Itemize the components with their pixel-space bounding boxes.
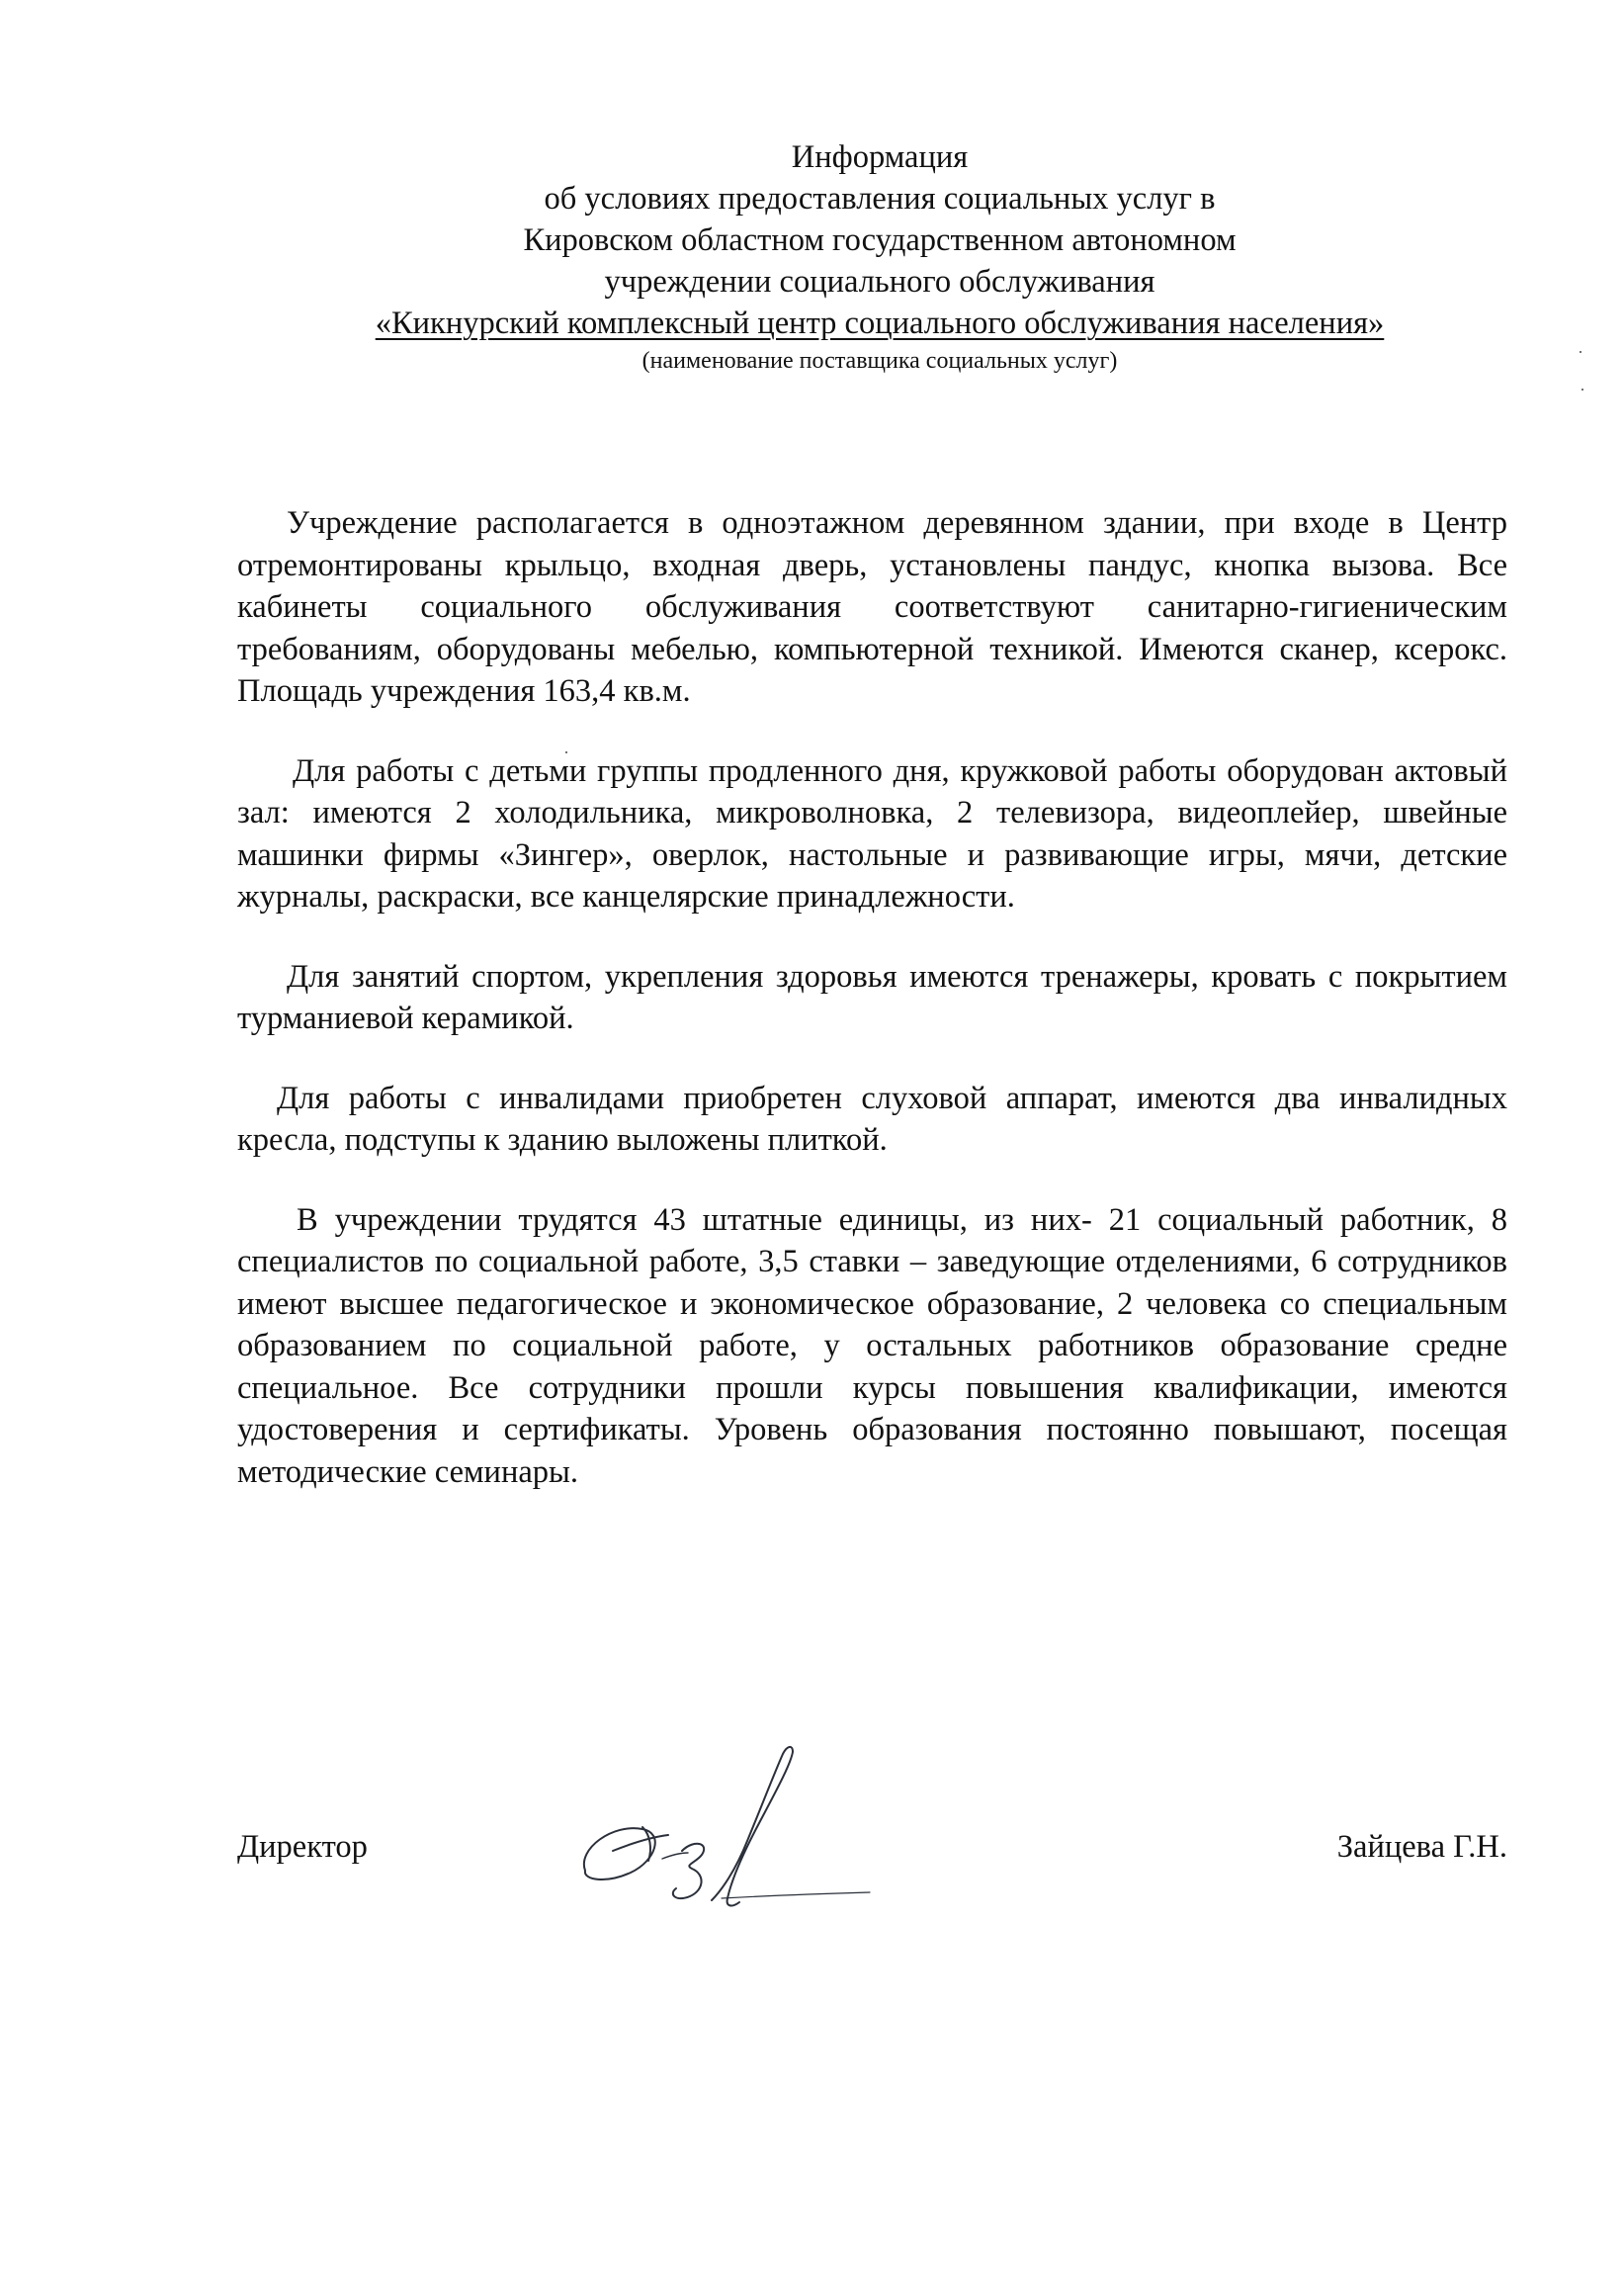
document-title: Информация [791,139,969,175]
provider-name: «Кикнурский комплексный центр социального обслуживания населения» [375,306,1385,341]
scan-speck [1581,389,1583,391]
heading-line-4: учреждении социального обслуживания [604,264,1155,300]
paragraph-staff: В учреждении трудятся 43 штатные единицы, из них- 21 социальный работник, 8 специалистов по социальной работе, 3,5 ставки – заведующие отделениями, 6 сотрудников имеют высшее педагогическое и экономическое образование, 2 человека со специальным образованием по социальной работе, у остальных работников образование средне специальное. Все сотрудники прошли курсы повышения квалификации, имеются удостоверения и сертификаты. Уровень образования постоянно повышают, посещая методические семинары. [237,1201,1507,1490]
heading-line-2: об условиях предоставления социальных услуг в [544,181,1216,217]
paragraph-disabled: Для работы с инвалидами приобретен слуховой аппарат, имеются два инвалидных кресла, подступы к зданию выложены плиткой. [237,1080,1507,1158]
document-body [237,502,1507,1493]
paragraph-building: Учреждение располагается в одноэтажном деревянном здании, при входе в Центр отремонтированы крыльцо, входная дверь, установлены пандус, кнопка вызова. Все кабинеты социального обслуживания соответствуют санитарно-гигиеническим требованиям, оборудованы мебелью, компьютерной техникой. Имеются сканер, ксерокс. Площадь учреждения 163,4 кв.м. [237,505,1507,709]
signer-position: Директор [237,1829,368,1865]
scan-speck [565,751,567,753]
heading-line-3: Кировском областном государственном автономном [523,222,1237,258]
paragraph-sport: Для занятий спортом, укрепления здоровья имеются тренажеры, кровать с покрытием турманиевой керамикой. [237,958,1507,1036]
handwritten-signature [573,1732,899,1930]
provider-name-note: (наименование поставщика социальных услуг) [641,348,1118,374]
signer-name: Зайцева Г.Н. [1336,1829,1507,1865]
scan-speck [1580,351,1581,353]
paragraph-children-hall: Для работы с детьми группы продленного дня, кружковой работы оборудован актовый зал: имеются 2 холодильника, микроволновка, 2 телевизора, видеоплейер, швейные машинки фирмы «Зингер», оверлок, настольные и развивающие игры, мячи, детские журналы, раскраски, все канцелярские принадлежности. [237,752,1507,915]
document-heading [178,136,1581,376]
